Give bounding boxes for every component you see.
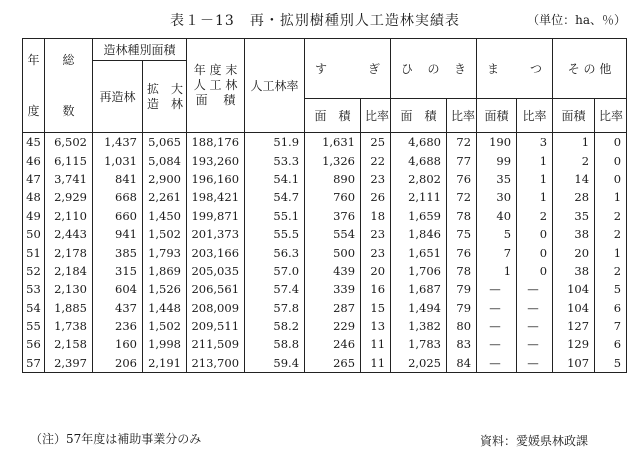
header-sonota: そ の 他 [553, 39, 627, 99]
cell-other-area: 20 [553, 243, 595, 261]
cell-sugi-area: 339 [305, 280, 361, 298]
cell-total: 2,443 [45, 225, 93, 243]
header-plantation-rate: 人工林率 [245, 39, 305, 133]
cell-year: 51 [23, 243, 45, 261]
cell-plantation-area: 213,700 [187, 354, 245, 373]
cell-expansion: 2,191 [143, 354, 187, 373]
table-row [23, 207, 627, 225]
cell-sugi-area: 554 [305, 225, 361, 243]
cell-matsu-area: 99 [477, 151, 517, 169]
header-matsu-ratio: 比率 [517, 99, 553, 133]
cell-hinoki-area: 1,651 [391, 243, 447, 261]
cell-other-area: 2 [553, 151, 595, 169]
cell-total: 6,502 [45, 133, 93, 152]
header-hinoki-area: 面 積 [391, 99, 447, 133]
cell-sugi-ratio: 13 [361, 317, 391, 335]
cell-hinoki-area: 1,783 [391, 335, 447, 353]
cell-hinoki-area: 2,802 [391, 170, 447, 188]
cell-matsu-ratio: 0 [517, 243, 553, 261]
cell-other-area: 35 [553, 207, 595, 225]
cell-sugi-ratio: 11 [361, 335, 391, 353]
cell-other-ratio: 1 [595, 243, 627, 261]
cell-other-area: 127 [553, 317, 595, 335]
cell-matsu-ratio: 0 [517, 225, 553, 243]
cell-reforest: 1,031 [93, 151, 143, 169]
cell-other-area: 28 [553, 188, 595, 206]
table-title: 表１－13 再・拡別樹種別人工造林実績表 [170, 13, 460, 29]
cell-hinoki-ratio: 77 [447, 151, 477, 169]
cell-other-area: 38 [553, 225, 595, 243]
cell-reforest: 315 [93, 262, 143, 280]
footnote: （注）57年度は補助事業分のみ [30, 432, 202, 446]
header-matsu: ま つ [477, 39, 553, 99]
table-title-bar [0, 8, 640, 30]
table-row [23, 243, 627, 261]
cell-total: 2,397 [45, 354, 93, 373]
cell-matsu-ratio: — [517, 317, 553, 335]
cell-reforest: 668 [93, 188, 143, 206]
cell-total: 2,110 [45, 207, 93, 225]
cell-other-ratio: 0 [595, 151, 627, 169]
cell-plantation-area: 196,160 [187, 170, 245, 188]
table-row [23, 317, 627, 335]
header-other-area: 面積 [553, 99, 595, 133]
cell-sugi-ratio: 25 [361, 133, 391, 152]
cell-reforest: 604 [93, 280, 143, 298]
cell-sugi-ratio: 23 [361, 170, 391, 188]
cell-matsu-ratio: 1 [517, 151, 553, 169]
cell-reforest: 941 [93, 225, 143, 243]
cell-matsu-ratio: 1 [517, 188, 553, 206]
cell-rate: 59.4 [245, 354, 305, 373]
cell-plantation-area: 188,176 [187, 133, 245, 152]
cell-year: 45 [23, 133, 45, 152]
cell-hinoki-ratio: 83 [447, 335, 477, 353]
cell-year: 52 [23, 262, 45, 280]
cell-sugi-area: 439 [305, 262, 361, 280]
cell-other-area: 129 [553, 335, 595, 353]
cell-total: 2,184 [45, 262, 93, 280]
cell-sugi-area: 229 [305, 317, 361, 335]
cell-sugi-ratio: 22 [361, 151, 391, 169]
cell-reforest: 160 [93, 335, 143, 353]
table-row [23, 170, 627, 188]
cell-year: 53 [23, 280, 45, 298]
cell-hinoki-ratio: 79 [447, 299, 477, 317]
cell-plantation-area: 206,561 [187, 280, 245, 298]
cell-other-area: 1 [553, 133, 595, 152]
cell-sugi-area: 890 [305, 170, 361, 188]
cell-matsu-area: 190 [477, 133, 517, 152]
cell-rate: 57.0 [245, 262, 305, 280]
cell-plantation-area: 201,373 [187, 225, 245, 243]
cell-rate: 58.2 [245, 317, 305, 335]
cell-reforest: 1,437 [93, 133, 143, 152]
table-body [23, 133, 627, 373]
cell-total: 1,885 [45, 299, 93, 317]
cell-hinoki-area: 4,680 [391, 133, 447, 152]
cell-sugi-ratio: 18 [361, 207, 391, 225]
cell-year: 48 [23, 188, 45, 206]
cell-expansion: 5,084 [143, 151, 187, 169]
cell-sugi-ratio: 26 [361, 188, 391, 206]
cell-hinoki-ratio: 75 [447, 225, 477, 243]
cell-other-area: 107 [553, 354, 595, 373]
cell-other-area: 38 [553, 262, 595, 280]
cell-rate: 53.3 [245, 151, 305, 169]
cell-expansion: 2,261 [143, 188, 187, 206]
cell-expansion: 1,450 [143, 207, 187, 225]
cell-rate: 57.8 [245, 299, 305, 317]
cell-matsu-area: 5 [477, 225, 517, 243]
table-row [23, 262, 627, 280]
cell-rate: 58.8 [245, 335, 305, 353]
cell-reforest: 660 [93, 207, 143, 225]
cell-other-area: 104 [553, 280, 595, 298]
cell-year: 47 [23, 170, 45, 188]
cell-other-ratio: 0 [595, 170, 627, 188]
cell-rate: 51.9 [245, 133, 305, 152]
cell-matsu-ratio: 1 [517, 170, 553, 188]
cell-matsu-area: 40 [477, 207, 517, 225]
cell-hinoki-ratio: 80 [447, 317, 477, 335]
table-row [23, 188, 627, 206]
cell-expansion: 2,900 [143, 170, 187, 188]
cell-matsu-area: 1 [477, 262, 517, 280]
cell-reforest: 385 [93, 243, 143, 261]
cell-sugi-ratio: 11 [361, 354, 391, 373]
cell-hinoki-ratio: 84 [447, 354, 477, 373]
header-hinoki-ratio: 比率 [447, 99, 477, 133]
cell-plantation-area: 209,511 [187, 317, 245, 335]
footer [0, 428, 640, 448]
header-matsu-area: 面積 [477, 99, 517, 133]
cell-year: 46 [23, 151, 45, 169]
cell-rate: 57.4 [245, 280, 305, 298]
cell-sugi-ratio: 15 [361, 299, 391, 317]
cell-sugi-ratio: 16 [361, 280, 391, 298]
cell-expansion: 5,065 [143, 133, 187, 152]
cell-sugi-area: 265 [305, 354, 361, 373]
table-row [23, 225, 627, 243]
cell-matsu-area: 30 [477, 188, 517, 206]
cell-hinoki-area: 1,706 [391, 262, 447, 280]
cell-matsu-area: — [477, 280, 517, 298]
cell-rate: 54.1 [245, 170, 305, 188]
cell-plantation-area: 211,509 [187, 335, 245, 353]
cell-matsu-area: — [477, 317, 517, 335]
cell-hinoki-ratio: 78 [447, 207, 477, 225]
cell-rate: 54.7 [245, 188, 305, 206]
cell-other-area: 104 [553, 299, 595, 317]
cell-plantation-area: 193,260 [187, 151, 245, 169]
cell-hinoki-area: 1,494 [391, 299, 447, 317]
cell-plantation-area: 199,871 [187, 207, 245, 225]
cell-reforest: 841 [93, 170, 143, 188]
cell-year: 56 [23, 335, 45, 353]
cell-sugi-area: 287 [305, 299, 361, 317]
cell-year: 54 [23, 299, 45, 317]
cell-reforest: 206 [93, 354, 143, 373]
cell-matsu-area: 7 [477, 243, 517, 261]
cell-sugi-ratio: 20 [361, 262, 391, 280]
cell-sugi-ratio: 23 [361, 243, 391, 261]
header-expansion: 拡 大 造 林 [143, 61, 187, 133]
table-header [23, 39, 627, 133]
table-row [23, 335, 627, 353]
table-row [23, 151, 627, 169]
cell-hinoki-ratio: 76 [447, 170, 477, 188]
cell-other-ratio: 7 [595, 317, 627, 335]
header-reforest: 再造林 [93, 61, 143, 133]
table-row [23, 299, 627, 317]
cell-total: 2,178 [45, 243, 93, 261]
cell-expansion: 1,869 [143, 262, 187, 280]
unit-label: （単位：ha、％） [527, 13, 626, 27]
cell-matsu-area: — [477, 354, 517, 373]
cell-hinoki-area: 1,846 [391, 225, 447, 243]
header-sugi-area: 面 積 [305, 99, 361, 133]
table-row [23, 280, 627, 298]
cell-hinoki-ratio: 72 [447, 188, 477, 206]
header-year: 年 度 [23, 39, 45, 133]
cell-reforest: 236 [93, 317, 143, 335]
cell-total: 3,741 [45, 170, 93, 188]
cell-sugi-area: 376 [305, 207, 361, 225]
cell-year: 55 [23, 317, 45, 335]
cell-expansion: 1,793 [143, 243, 187, 261]
cell-matsu-ratio: 0 [517, 262, 553, 280]
cell-matsu-ratio: — [517, 280, 553, 298]
cell-sugi-area: 246 [305, 335, 361, 353]
cell-total: 2,929 [45, 188, 93, 206]
cell-other-ratio: 1 [595, 188, 627, 206]
cell-matsu-area: — [477, 299, 517, 317]
cell-expansion: 1,502 [143, 317, 187, 335]
table-row [23, 354, 627, 373]
cell-sugi-area: 1,326 [305, 151, 361, 169]
cell-expansion: 1,502 [143, 225, 187, 243]
header-total: 総 数 [45, 39, 93, 133]
header-afforestation-type: 造林種別面積 [93, 39, 187, 61]
cell-hinoki-area: 1,659 [391, 207, 447, 225]
cell-hinoki-ratio: 76 [447, 243, 477, 261]
cell-hinoki-area: 2,025 [391, 354, 447, 373]
cell-matsu-ratio: 2 [517, 207, 553, 225]
cell-matsu-ratio: — [517, 299, 553, 317]
header-sugi: す ぎ [305, 39, 391, 99]
header-hinoki: ひ の き [391, 39, 477, 99]
header-plantation-area: 年 度 末 人 工 林 面 積 [187, 39, 245, 133]
cell-other-ratio: 2 [595, 207, 627, 225]
cell-hinoki-ratio: 78 [447, 262, 477, 280]
cell-matsu-ratio: 3 [517, 133, 553, 152]
cell-hinoki-area: 1,687 [391, 280, 447, 298]
cell-total: 6,115 [45, 151, 93, 169]
afforestation-table [22, 38, 627, 373]
header-sugi-ratio: 比率 [361, 99, 391, 133]
cell-sugi-area: 1,631 [305, 133, 361, 152]
cell-plantation-area: 208,009 [187, 299, 245, 317]
cell-expansion: 1,448 [143, 299, 187, 317]
cell-year: 50 [23, 225, 45, 243]
cell-other-ratio: 5 [595, 354, 627, 373]
cell-year: 49 [23, 207, 45, 225]
cell-rate: 55.1 [245, 207, 305, 225]
cell-plantation-area: 203,166 [187, 243, 245, 261]
header-other-ratio: 比率 [595, 99, 627, 133]
cell-matsu-ratio: — [517, 354, 553, 373]
cell-matsu-area: 35 [477, 170, 517, 188]
cell-other-ratio: 0 [595, 133, 627, 152]
cell-sugi-ratio: 23 [361, 225, 391, 243]
cell-expansion: 1,526 [143, 280, 187, 298]
cell-other-ratio: 6 [595, 299, 627, 317]
cell-plantation-area: 198,421 [187, 188, 245, 206]
cell-hinoki-area: 1,382 [391, 317, 447, 335]
cell-rate: 55.5 [245, 225, 305, 243]
cell-sugi-area: 760 [305, 188, 361, 206]
cell-other-ratio: 2 [595, 262, 627, 280]
cell-hinoki-ratio: 72 [447, 133, 477, 152]
source-credit: 資料：愛媛県林政課 [480, 434, 589, 448]
cell-total: 2,130 [45, 280, 93, 298]
cell-expansion: 1,998 [143, 335, 187, 353]
cell-other-area: 14 [553, 170, 595, 188]
cell-total: 2,158 [45, 335, 93, 353]
cell-plantation-area: 205,035 [187, 262, 245, 280]
table-row [23, 133, 627, 152]
cell-matsu-area: — [477, 335, 517, 353]
cell-hinoki-area: 4,688 [391, 151, 447, 169]
cell-sugi-area: 500 [305, 243, 361, 261]
cell-year: 57 [23, 354, 45, 373]
cell-other-ratio: 2 [595, 225, 627, 243]
cell-matsu-ratio: — [517, 335, 553, 353]
cell-total: 1,738 [45, 317, 93, 335]
cell-hinoki-ratio: 79 [447, 280, 477, 298]
cell-reforest: 437 [93, 299, 143, 317]
cell-other-ratio: 5 [595, 280, 627, 298]
cell-hinoki-area: 2,111 [391, 188, 447, 206]
cell-rate: 56.3 [245, 243, 305, 261]
cell-other-ratio: 6 [595, 335, 627, 353]
